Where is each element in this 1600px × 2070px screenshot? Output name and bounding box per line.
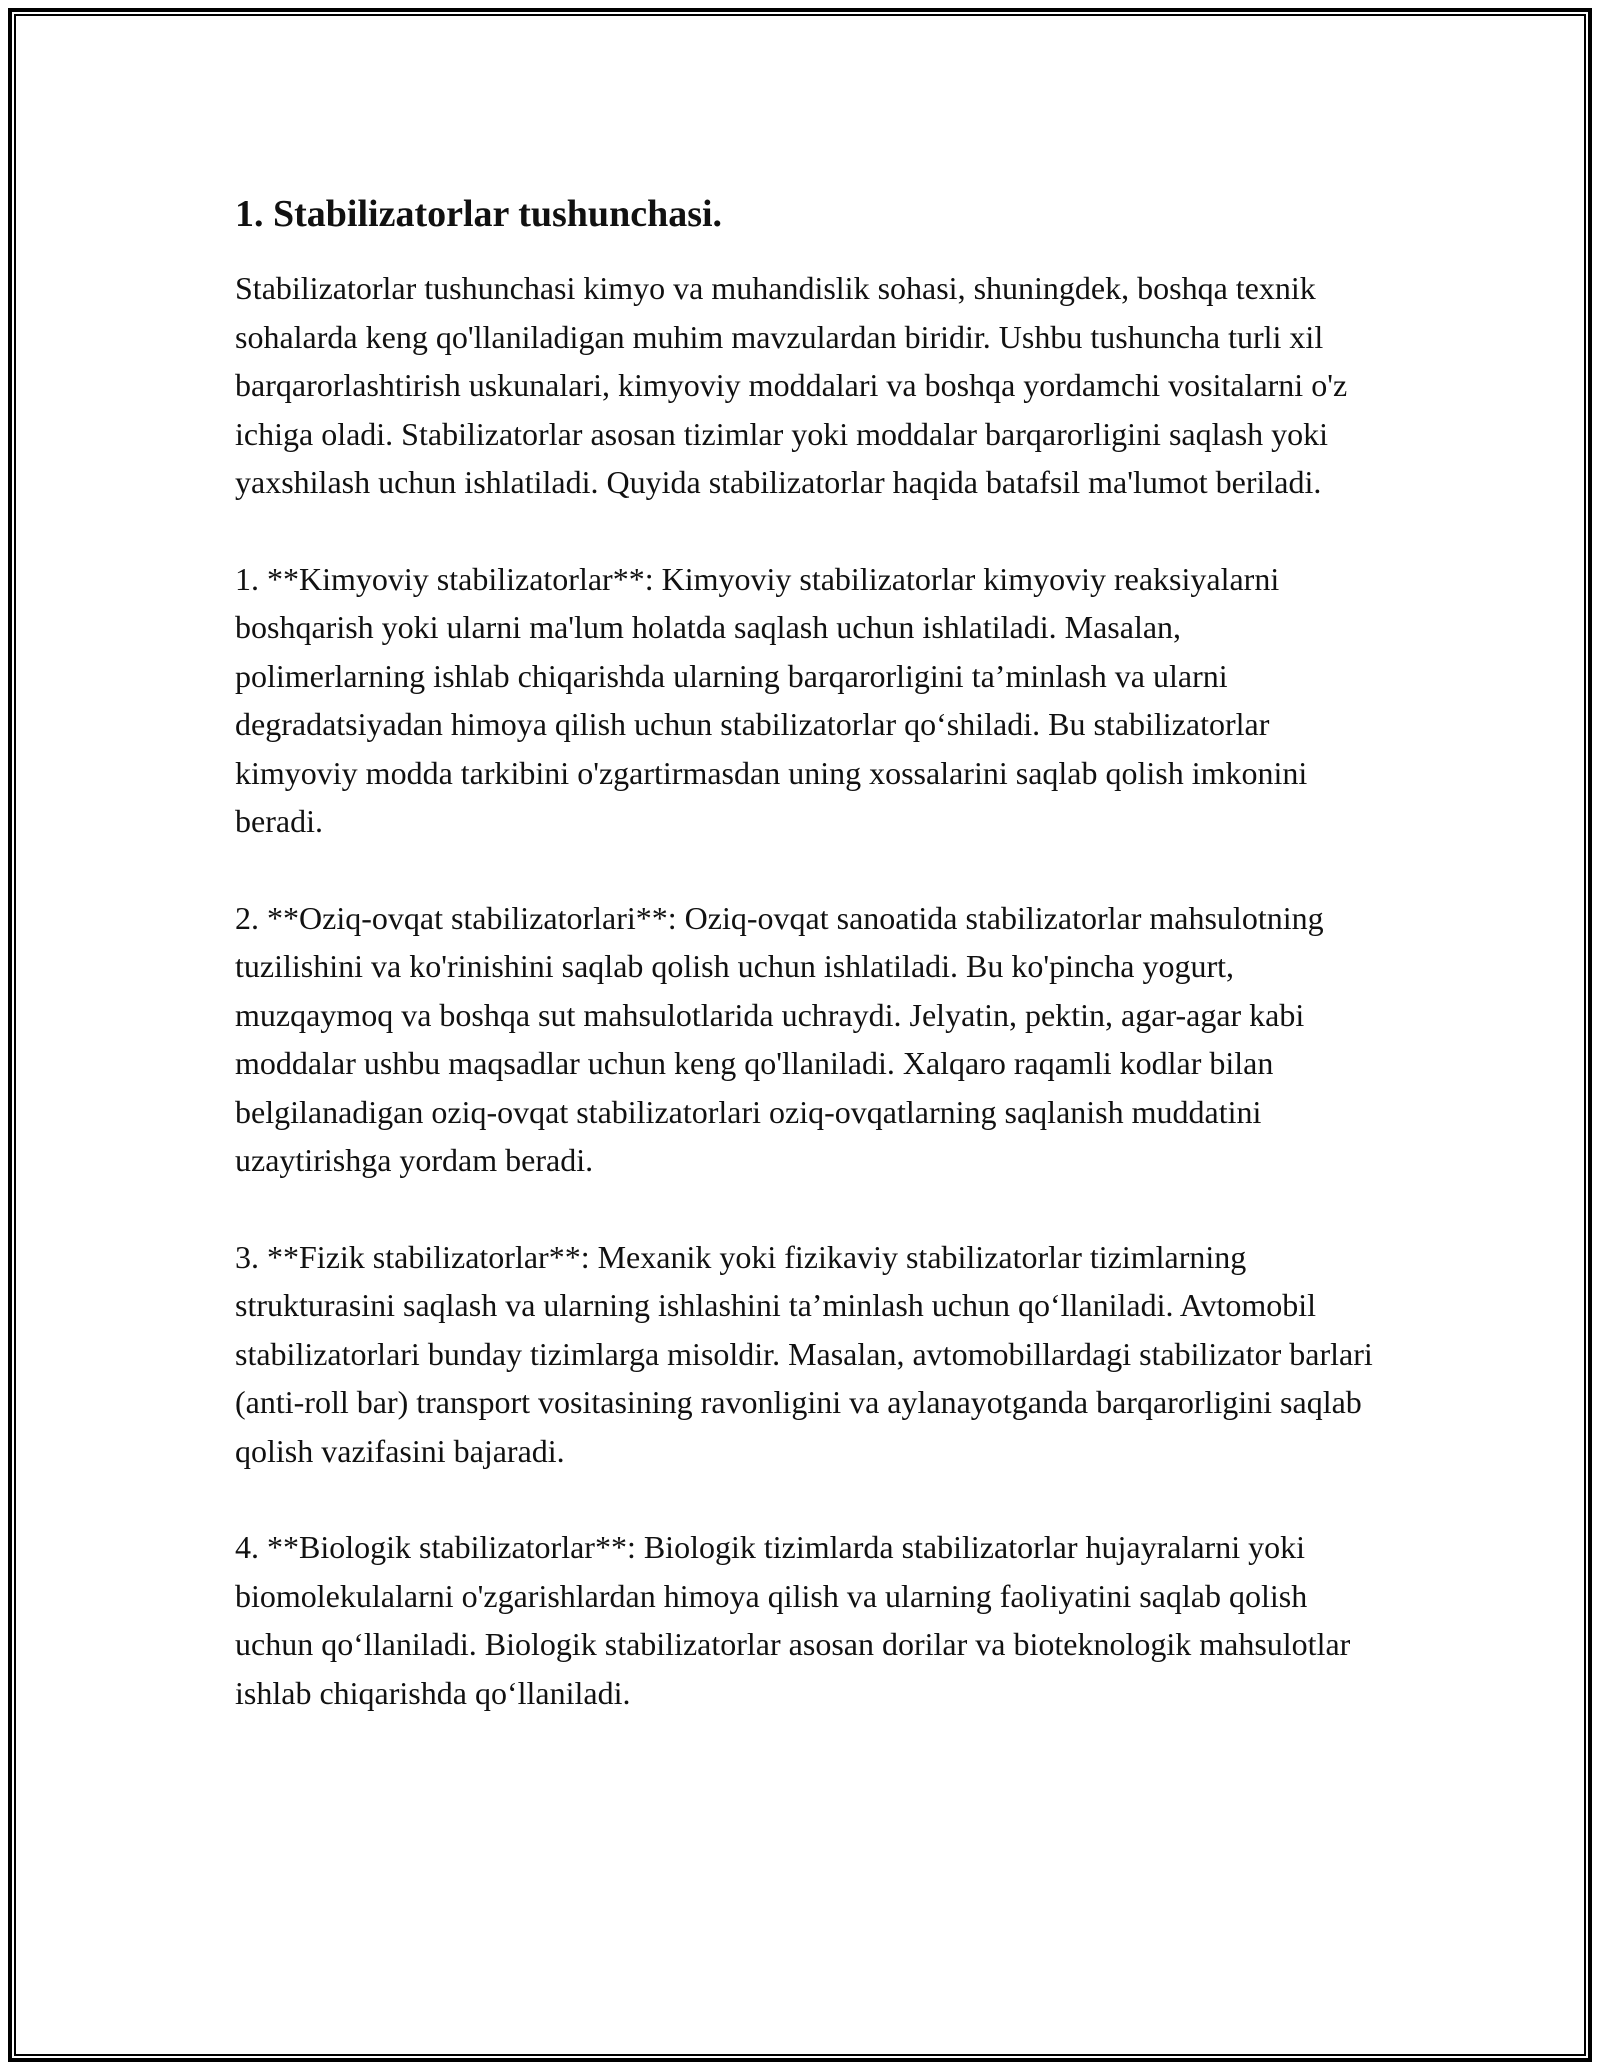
paragraph-food-stabilizers: 2. **Oziq-ovqat stabilizatorlari**: Oziq-ovqat sanoatida stabilizatorlar mahsulotning tuzilishini va ko'rinishini saqlab qolish uchun ishlatiladi. Bu ko'pincha yogurt, muzqaymoq va boshqa sut mahsulotlarida uchraydi. Jelyatin, pektin, agar-agar kabi moddalar ushbu maqsadlar uchun keng qo'llaniladi. Xalqaro raqamli kodlar bilan belgilanadigan oziq-ovqat stabilizatorlari oziq-ovqatlarning saqlanish muddatini uzaytirishga yordam beradi. [235, 899, 1324, 1178]
paragraph-biological-stabilizers: 4. **Biologik stabilizatorlar**: Biologik tizimlarda stabilizatorlar hujayralarni yoki biomolekulalarni o'zgarishlardan himoya qilish va ularning faoliyatini saqlab qolish uchun qo‘llaniladi. Biologik stabilizatorlar asosan dorilar va bioteknologik mahsulotlar ishlab chiqarishda qo‘llaniladi. [235, 1529, 1351, 1711]
intro-paragraph: Stabilizatorlar tushunchasi kimyo va muhandislik sohasi, shuningdek, boshqa texnik sohalarda keng qo'llaniladigan muhim mavzulardan biridir. Ushbu tushuncha turli xil barqarorlashtirish uskunalari, kimyoviy moddalari va boshqa yordamchi vositalarni o'z ichiga oladi. Stabilizatorlar asosan tizimlar yoki moddalar barqarorligini saqlash yoki yaxshilash uchun ishlatiladi. Quyida stabilizatorlar haqida batafsil ma'lumot beriladi. [235, 270, 1348, 500]
document-body [235, 190, 1375, 1765]
paragraph-physical-stabilizers: 3. **Fizik stabilizatorlar**: Mexanik yoki fizikaviy stabilizatorlar tizimlarning strukturasini saqlash va ularning ishlashini ta’minlash uchun qo‘llaniladi. Avtomobil stabilizatorlari bunday tizimlarga misoldir. Masalan, avtomobillardagi stabilizator barlari (anti-roll bar) transport vositasining ravonligini va aylanayotganda barqarorligini saqlab qolish vazifasini bajaradi. [235, 1238, 1373, 1469]
section-heading: 1. Stabilizatorlar tushunchasi. [235, 193, 723, 235]
paragraph-chemical-stabilizers: 1. **Kimyoviy stabilizatorlar**: Kimyoviy stabilizatorlar kimyoviy reaksiyalarni boshqarish yoki ularni ma'lum holatda saqlash uchun ishlatiladi. Masalan, polimerlarning ishlab chiqarishda ularning barqarorligini ta’minlash va ularni degradatsiyadan himoya qilish uchun stabilizatorlar qo‘shiladi. Bu stabilizatorlar kimyoviy modda tarkibini o'zgartirmasdan uning xossalarini saqlab qolish imkonini beradi. [235, 560, 1308, 839]
